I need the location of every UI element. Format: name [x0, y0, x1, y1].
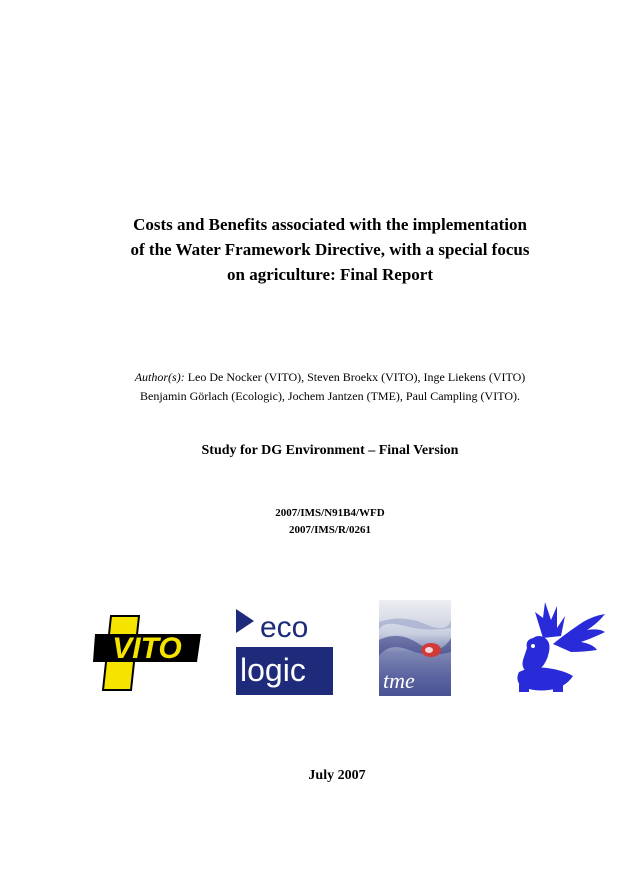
title-line-1: Costs and Benefits associated with the implementation [133, 215, 527, 234]
griffin-emblem-logo [513, 598, 607, 696]
title-line-3: on agriculture: Final Report [226, 265, 434, 284]
vito-logo [93, 612, 203, 692]
authors-block [80, 368, 580, 406]
reference-2: 2007/IMS/R/0261 [289, 524, 371, 536]
reference-1: 2007/IMS/N91B4/WFD [275, 507, 385, 519]
tme-logo [379, 600, 451, 696]
title-line-2: of the Water Framework Directive, with a special focus [130, 240, 530, 259]
authors-line-2: Benjamin Görlach (Ecologic), Jochem Jantzen (TME), Paul Campling (VITO). [139, 389, 520, 403]
authors-names-1: Leo De Nocker (VITO), Steven Broekx (VITO), Inge Liekens (VITO) [184, 370, 526, 384]
ecologic-logo [236, 609, 333, 695]
publication-date: July 2007 [308, 768, 366, 783]
tme-logo-text: tme [383, 668, 415, 693]
authors-label: Author(s): [134, 370, 185, 384]
ecologic-logo-bottom-text: logic [240, 652, 306, 688]
ecologic-logo-top-text: eco [260, 611, 309, 644]
study-line: Study for DG Environment – Final Version [201, 443, 459, 458]
reference-numbers [180, 505, 480, 539]
vito-logo-text: VITO [112, 632, 182, 665]
document-title [60, 212, 600, 287]
authors-line-1 [80, 368, 580, 387]
